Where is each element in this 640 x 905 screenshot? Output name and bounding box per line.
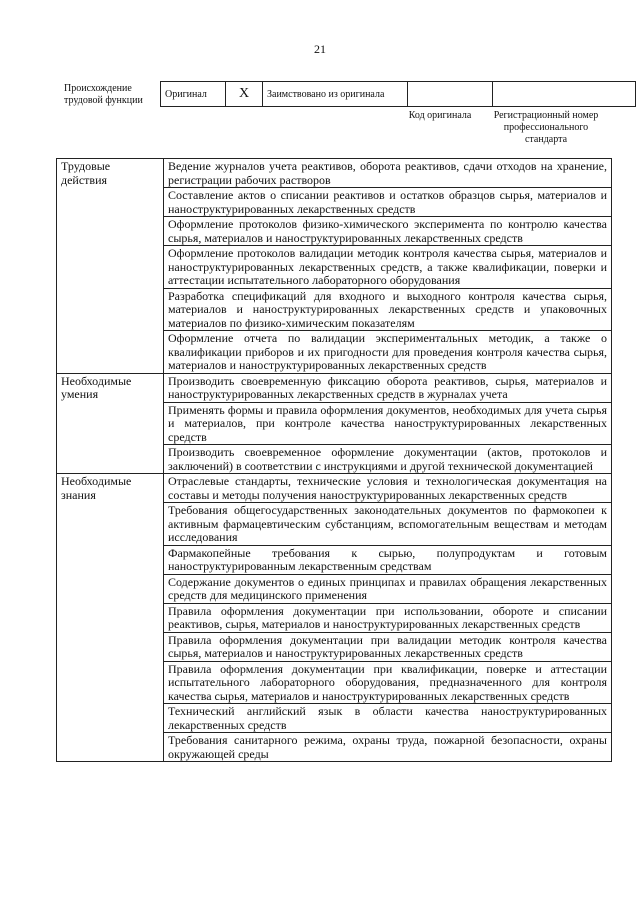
item-cell: Фармакопейные требования к сырью, полупродуктам и готовым наноструктурированным лекарственным средствам <box>164 545 612 574</box>
function-table-body <box>57 159 612 762</box>
item-cell: Оформление протоколов физико-химического эксперимента по контролю качества сырья, материалов и наноструктурированных лекарственных средств <box>164 217 612 246</box>
borrowed-cell: Заимствовано из оригинала <box>263 82 408 107</box>
item-cell: Правила оформления документации при использовании, обороте и списании реактивов, сырья, материалов и наноструктурированных лекарственных средств <box>164 603 612 632</box>
function-table <box>56 158 612 762</box>
item-cell: Требования санитарного режима, охраны труда, пожарной безопасности, охраны окружающей среды <box>164 733 612 762</box>
item-cell: Правила оформления документации при квалификации, поверке и аттестации испытательного лабораторного оборудования, предназначенного для контроля качества сырья, материалов и наноструктурированных лекарственных средств <box>164 661 612 704</box>
reg-number-cell <box>493 82 636 107</box>
item-cell: Разработка спецификаций для входного и выходного контроля качества сырья, материалов и наноструктурированных лекарственных средств и упаковочных материалов по физико-химическим показателям <box>164 288 612 331</box>
item-cell: Составление актов о списании реактивов и остатков образцов сырья, материалов и наноструктурированных лекарственных средств <box>164 188 612 217</box>
item-cell: Производить своевременную фиксацию оборота реактивов, сырья, материалов и наноструктурированных лекарственных средств в журналах учета <box>164 373 612 402</box>
item-cell: Отраслевые стандарты, технические условия и технологическая документация на составы и методы получения наноструктурированных лекарственных средств <box>164 474 612 503</box>
original-mark: X <box>226 82 263 107</box>
table-row <box>57 159 612 188</box>
original-cell: Оригинал <box>161 82 226 107</box>
item-cell: Технический английский язык в области качества наноструктурированных лекарственных средств <box>164 704 612 733</box>
item-cell: Оформление отчета по валидации экспериментальных методик, а также о квалификации приборов и их пригодности для проведения контроля качества сырья, материалов и наноструктурированных лекарственных средств <box>164 331 612 374</box>
category-cell: Необходимые умения <box>57 373 164 474</box>
table-row <box>57 373 612 402</box>
code-label: Код оригинала <box>408 110 472 121</box>
table-row <box>57 474 612 503</box>
origin-table <box>160 81 636 107</box>
origin-label: Происхождение трудовой функции <box>64 83 143 106</box>
reg-number-label: Регистрационный номер профессионального стандарта <box>493 110 599 145</box>
category-cell: Трудовые действия <box>57 159 164 374</box>
item-cell: Производить своевременное оформление документации (актов, протоколов и заключений) в соответствии с инструкциями и другой технической документацией <box>164 445 612 474</box>
item-cell: Применять формы и правила оформления документов, необходимых для учета сырья и материалов, при контроле качества наноструктурированных лекарственных средств <box>164 402 612 445</box>
item-cell: Ведение журналов учета реактивов, оборота реактивов, сдачи отходов на хранение, регистрации рабочих растворов <box>164 159 612 188</box>
code-cell <box>408 82 493 107</box>
item-cell: Правила оформления документации при валидации методик контроля качества сырья, материалов и наноструктурированных лекарственных средств <box>164 632 612 661</box>
page-number: 21 <box>314 42 326 56</box>
category-cell: Необходимые знания <box>57 474 164 762</box>
item-cell: Содержание документов о единых принципах и правилах обращения лекарственных средств для медицинского применения <box>164 574 612 603</box>
item-cell: Оформление протоколов валидации методик контроля качества сырья, материалов и наноструктурированных лекарственных средств, а также квалификации, поверки и аттестации испытательного лабораторного оборудования <box>164 246 612 289</box>
item-cell: Требования общегосударственных законодательных документов по фармокопеи к активным фармацевтическим субстанциям, вспомогательным веществам и методам исследования <box>164 503 612 546</box>
